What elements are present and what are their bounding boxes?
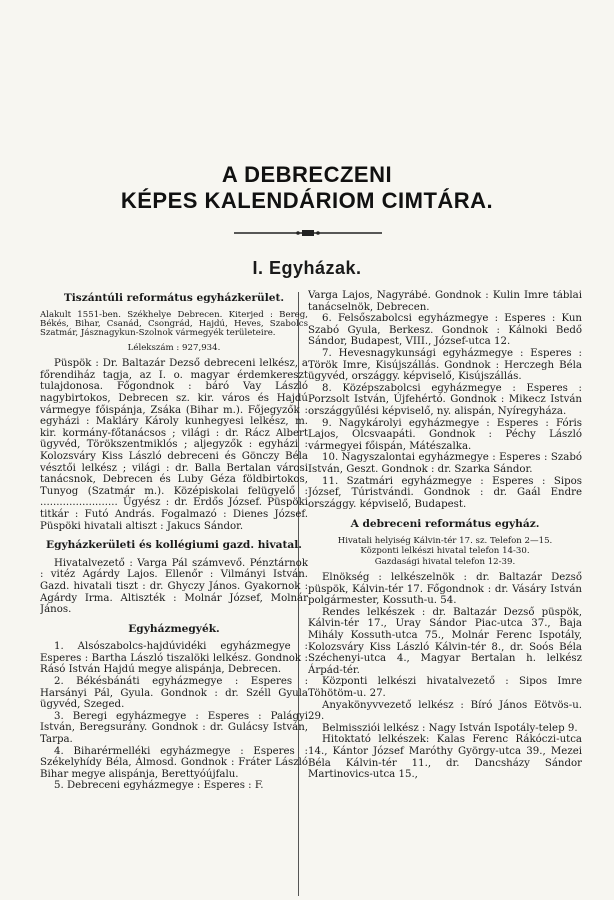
section-heading: Tiszántúli református egyházkerület. [63, 292, 285, 304]
list-item: 8. Középszabolcsi egyházmegye : Esperes : Porzsolt István, Újfehértó. Gondnok : Mikecz István országgyűlési képviselő, ny. alispán, Nyíregyháza. [308, 382, 582, 417]
paragraph: Hitoktató lelkészek: Kalas Ferenc Rákóczi-utca 14., Kántor József Maróthy György-utca 39., Mezei Béla Kálvin-tér 11., dr. Dancsházy Sándor Martinovics-utca 15., [308, 734, 582, 781]
list-item: Varga Lajos, Nagyrábé. Gondnok : Kulin Imre táblai tanácselnök, Debrecen. [308, 290, 582, 313]
section-heading: Egyházkerületi és kollégiumi gazd. hivatal. [46, 539, 302, 552]
list-item: 7. Hevesnagykunsági egyházmegye : Esperes : Török Imre, Kisújszállás. Gondnok : Herczegh Béla ügyvéd, országgy. képviselő, Kisújszállás. [308, 347, 582, 383]
paragraph: Központi lelkészi hivatalvezető : Sipos Imre Töhötöm-u. 27. [308, 676, 582, 700]
section-subtitle: Központi lelkészi hivatal telefon 14-30. [360, 546, 530, 557]
section-subtitle: Lélekszám : 927,934. [127, 342, 221, 353]
section-subtitle: Hivatali helyiség Kálvin-tér 17. sz. Telefon 2—15. [337, 535, 553, 546]
section-subtitle: Gazdasági hivatal telefon 12-39. [374, 556, 516, 567]
list-item: 1. Alsószabolcs-hajdúvidéki egyházmegye : Esperes : Bartha László tiszalöki lelkész. Gondnok : Rásó István Hajdú megye alispánja, Debrecen. [40, 641, 308, 676]
page-title-line-2: KÉPES KALENDÁRIOM CIMTÁRA. [120, 188, 494, 213]
section-heading: A debreceni református egyház. [350, 518, 540, 531]
list-item: 3. Beregi egyházmegye : Esperes : Palágyi István, Beregsurány. Gondnok : dr. Gulácsy István, Tarpa. [40, 710, 308, 746]
paragraph: Belmissziói lelkész : Nagy István Ispotály-telep 9. [322, 722, 578, 734]
section-title: I. Egyházak. [252, 258, 362, 278]
list-item: 9. Nagykárolyi egyházmegye : Esperes : Fóris Lajos, Olcsvaapáti. Gondnok : Péchy László vármegyei főispán, Mátészalka. [308, 417, 582, 452]
page-title-line-1: A DEBRECZENI [221, 162, 393, 187]
list-item: 10. Nagyszalontai egyházmegye : Esperes : Szabó István, Geszt. Gondnok : dr. Szarka Sándor. [308, 452, 582, 475]
paragraph: Püspök : Dr. Baltazár Dezső debreceni lelkész, a főrendiház tagja, az I. o. magyar érdemkereszt tulajdonosa. Főgondnok : báró Vay László nagybirtokos, Debrecen sz. kir. város és Hajdú vármegye főispánja, Zsáka (Bihar m.). Főjegyzők : egyházi : Makláry Károly kunhegyesi lelkész, m. kir. kormány-főtanácsos ; világi : dr. Rácz Albert ügyvéd, Törökszentmiklós ; aljegyzők : egyházi : Kolozsváry Kiss László debreceni és Gönczy Béla vésztői lelkész ; világi : dr. Balla Bertalan városi tanácsnok, Debrecen és Luby Géza földbirtokos, Tunyog (Szatmár m.). Középiskolai felügyelő : ........................ Ügyész : dr. Erdős József. Püspöki titkár : Futó András. Fogalmazó : Dienes József. Püspöki hivatali altiszt : Jakucs Sándor. [40, 358, 308, 532]
ornament-rule-icon [228, 228, 388, 238]
list-item: 11. Szatmári egyházmegye : Esperes : Sipos József, Túristvándi. Gondnok : dr. Gaál Endre országgy. képviselő, Budapest. [308, 475, 582, 510]
list-item: 4. Biharérmelléki egyházmegye : Esperes : Székelyhídy Béla, Álmosd. Gondnok : Fráter László Bihar megye alispánja, Berettyóújfalu. [40, 745, 308, 780]
section-heading: Egyházmegyék. [128, 622, 220, 635]
list-item: 5. Debreceni egyházmegye : Esperes : F. [54, 780, 264, 792]
paragraph: Anyakönyvvezető lelkész : Bíró János Eötvös-u. 29. [308, 699, 582, 723]
paragraph: Hivatalvezető : Varga Pál számvevő. Pénztárnok : vitéz Agárdy Lajos. Ellenőr : Vilmányi István. Gazd. hivatali tiszt : dr. Ghyczy János. Gyakornok : Agárdy Irma. Altiszték : Molnár József, Molnár János. [40, 557, 308, 616]
list-item: 2. Békésbánáti egyházmegye : Esperes : Harsányi Pál, Gyula. Gondnok : dr. Széll Gyula ügyvéd, Szeged. [40, 676, 308, 711]
section-subtitle: Alakult 1551-ben. Székhelye Debrecen. Kiterjed : Bereg, Békés, Bihar, Csanád, Csongrád, Hajdú, Heves, Szabolcs Szatmár, Jásznagykun-Szolnok vármegyék területeire. [40, 309, 308, 339]
list-item: 6. Felsőszabolcsi egyházmegye : Esperes : Kun Szabó Gyula, Berkesz. Gondnok : Kálnoki Bedő Sándor, Budapest, VIII., József-utca 12. [308, 313, 582, 348]
left-column [40, 290, 308, 900]
paragraph: Rendes lelkészek : dr. Baltazár Dezső püspök, Kálvin-tér 17., Uray Sándor Piac-utca 37., Baja Mihály Kossuth-utca 75., Molnár Ferenc Ispotály, Kolozsváry Kiss László Kálvin-tér 8., dr. Soós Béla Széchenyi-utca 4., Magyar Bertalan h. lelkész Árpád-tér. [308, 606, 582, 676]
right-column [308, 290, 582, 900]
paragraph: Elnökség : lelkészelnök : dr. Baltazár Dezső püspök, Kálvin-tér 17. Főgondnok : dr. Vásáry István polgármester, Kossuth-u. 54. [308, 572, 582, 607]
